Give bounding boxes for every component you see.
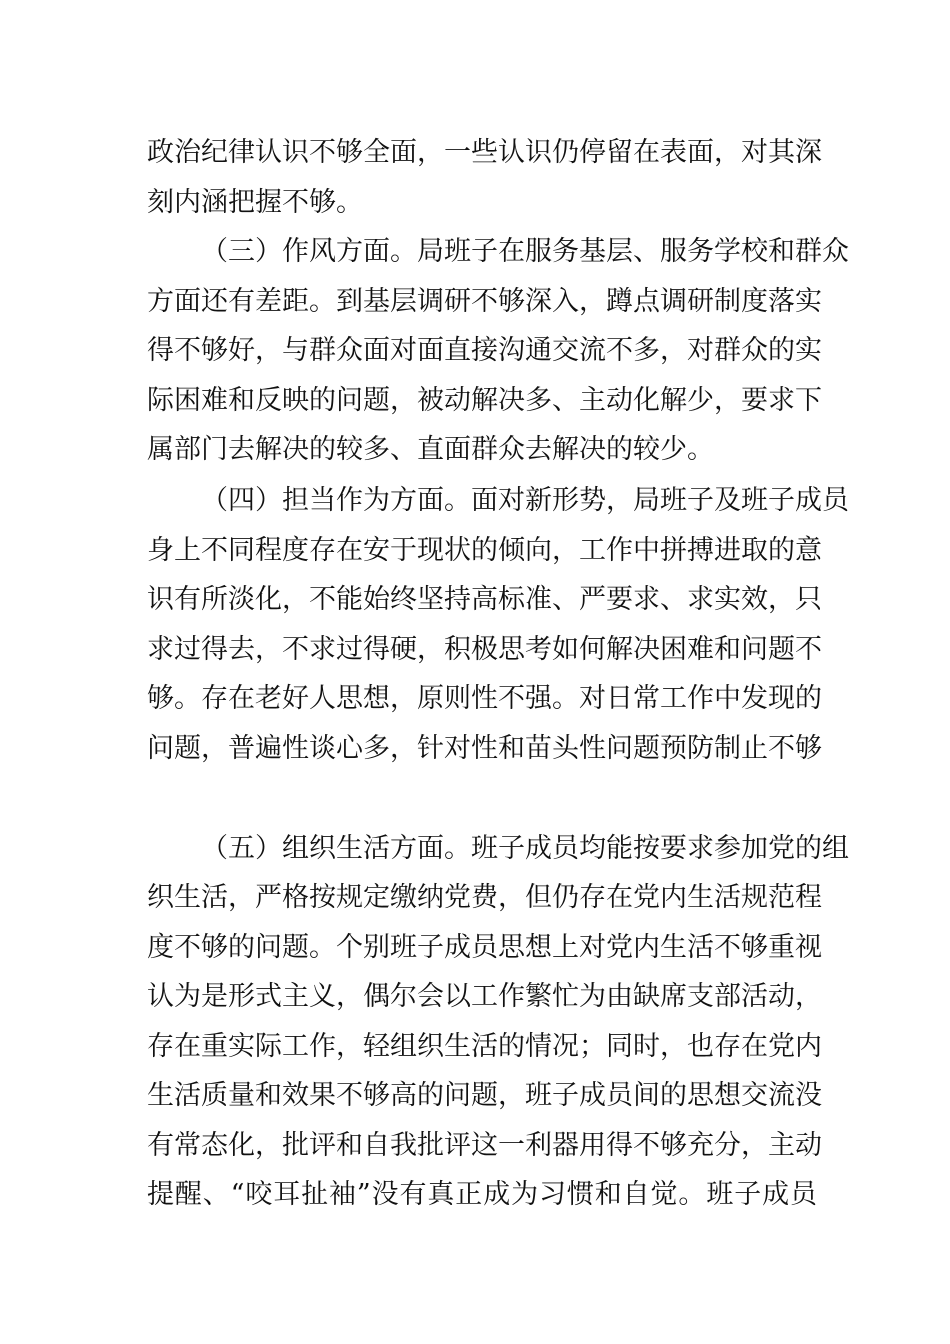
section-heading-line: （三）作风方面。局班子在服务基层、服务学校和群众 <box>201 236 849 267</box>
text-line: 属部门去解决的较多、直面群众去解决的较少。 <box>147 434 714 465</box>
text-line: 认为是形式主义，偶尔会以工作繁忙为由缺席支部活动， <box>147 981 822 1012</box>
section-heading-line: （四）担当作为方面。面对新形势，局班子及班子成员 <box>201 485 849 516</box>
text-line: 方面还有差距。到基层调研不够深入，蹲点调研制度落实 <box>147 286 822 317</box>
text-line: 生活质量和效果不够高的问题，班子成员间的思想交流没 <box>147 1080 822 1111</box>
text-line: 求过得去，不求过得硬，积极思考如何解决困难和问题不 <box>147 634 822 665</box>
text-line: 刻内涵把握不够。 <box>147 187 363 218</box>
text-line: 织生活，严格按规定缴纳党费，但仍存在党内生活规范程 <box>147 882 822 913</box>
text-line: 政治纪律认识不够全面，一些认识仍停留在表面，对其深 <box>147 137 822 168</box>
text-line: 够。存在老好人思想，原则性不强。对日常工作中发现的 <box>147 683 822 714</box>
text-line: 身上不同程度存在安于现状的倾向，工作中拼搏进取的意 <box>147 535 822 566</box>
text-line: 度不够的问题。个别班子成员思想上对党内生活不够重视 <box>147 932 822 963</box>
text-line: 问题，普遍性谈心多，针对性和苗头性问题预防制止不够 <box>147 733 822 764</box>
text-line: 有常态化，批评和自我批评这一利器用得不够充分，主动 <box>147 1130 822 1161</box>
text-line: 得不够好，与群众面对面直接沟通交流不多，对群众的实 <box>147 335 822 366</box>
text-line: 提醒、“咬耳扯袖”没有真正成为习惯和自觉。班子成员 <box>147 1179 817 1210</box>
text-line: 存在重实际工作，轻组织生活的情况；同时，也存在党内 <box>147 1031 822 1062</box>
text-line: 识有所淡化，不能始终坚持高标准、严要求、求实效，只 <box>147 584 822 615</box>
section-heading-line: （五）组织生活方面。班子成员均能按要求参加党的组 <box>201 833 849 864</box>
text-line: 际困难和反映的问题，被动解决多、主动化解少，要求下 <box>147 385 822 416</box>
